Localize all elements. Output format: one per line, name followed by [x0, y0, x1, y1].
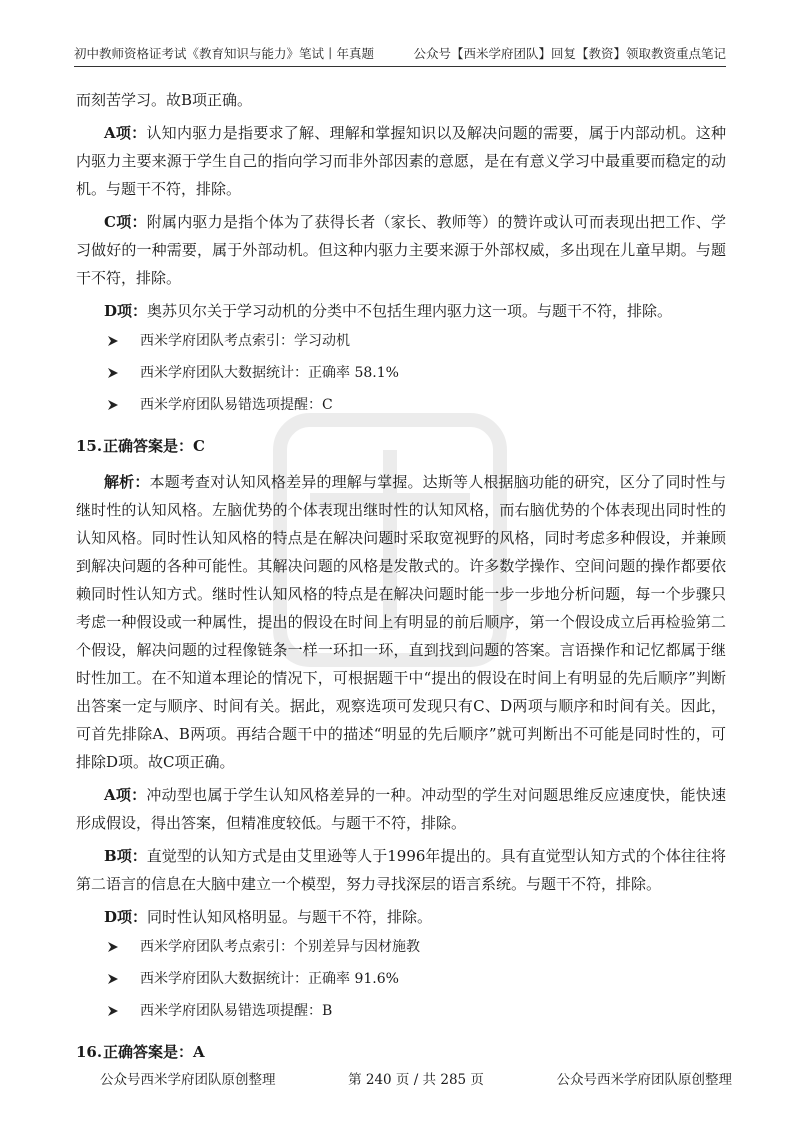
- option-label: D项：: [104, 908, 148, 926]
- bullet-item: [106, 1000, 726, 1022]
- q14-option-d: [76, 297, 726, 325]
- option-text: 同时性认知风格明显。与题干不符，排除。: [147, 908, 433, 926]
- arrow-bullet-icon: [106, 334, 120, 348]
- footer-right: 公众号西米学府团队原创整理: [556, 1072, 732, 1088]
- q15-answer-heading: [76, 434, 726, 458]
- q15-option-d: [76, 903, 726, 931]
- option-label: B项：: [104, 847, 147, 865]
- bullet-text: 西米学府团队考点索引：个别差异与因材施教: [140, 939, 420, 955]
- analysis-label: 解析：: [104, 473, 150, 491]
- bullet-text: 西米学府团队易错选项提醒：C: [140, 397, 333, 413]
- analysis-text: 本题考查对认知风格差异的理解与掌握。达斯等人根据脑功能的研究，区分了同时性与继时性的认知风格。左脑优势的个体表现出继时性的认知风格，而右脑优势的个体表现出同时性的认知风格。同时性认知风格的特点是在解决问题时采取宽视野的风格，同时考虑多种假设，并兼顾到解决问题的各种可能性。其解决问题的风格是发散式的。许多数学操作、空间问题的操作都要依赖同时性认知方式。继时性认知风格的特点是在解决问题时能一步一步地分析问题，每一个步骤只考虑一种假设或一种属性，提出的假设在时间上有明显的前后顺序，第一个假设成立后再检验第二个假设，解决问题的过程像链条一样一环扣一环，直到找到问题的答案。言语操作和记忆都属于继时性加工。在不知道本理论的情况下，可根据题干中“提出的假设在时间上有明显的先后顺序”判断出答案一定与顺序、时间有关。据此，观察选项可发现只有C、D两项与顺序和时间有关。因此，可首先排除A、B两项。再结合题干中的描述“明显的先后顺序”就可判断出不可能是同时性的，可排除D项。故C项正确。: [76, 473, 726, 771]
- arrow-bullet-icon: [106, 366, 120, 380]
- q15-option-a: [76, 781, 726, 837]
- bullet-text: 西米学府团队易错选项提醒：B: [140, 1003, 333, 1019]
- option-text: 认知内驱力是指要求了解、理解和掌握知识以及解决问题的需要，属于内部动机。这种内驱力主要来源于学生自己的指向学习而非外部因素的意愿，是在有意义学习中最重要而稳定的动机。与题干不符，排除。: [76, 124, 726, 198]
- q15-option-b: [76, 842, 726, 898]
- bullet-item: [106, 968, 726, 990]
- bullet-item: [106, 394, 726, 416]
- option-text: 奥苏贝尔关于学习动机的分类中不包括生理内驱力这一项。与题干不符，排除。: [147, 302, 673, 320]
- page-footer: [100, 1068, 732, 1088]
- header-promo: 公众号【西米学府团队】回复【教资】领取教资重点笔记: [413, 46, 726, 61]
- page-number: 第 240 页 / 共 285 页: [348, 1072, 484, 1088]
- bullet-text: 西米学府团队大数据统计：正确率 91.6%: [140, 971, 399, 987]
- question-number: 16.: [76, 1043, 103, 1061]
- q14-option-c: [76, 208, 726, 292]
- page-content: [76, 86, 726, 1074]
- q14-intro: 而刻苦学习。故B项正确。: [76, 91, 253, 109]
- header-title: 初中教师资格证考试《教育知识与能力》笔试丨年真题: [74, 46, 375, 61]
- page-header: [74, 44, 726, 67]
- bullet-text: 西米学府团队考点索引：学习动机: [140, 333, 350, 349]
- option-label: C项：: [104, 213, 147, 231]
- q15-analysis: [76, 468, 726, 776]
- arrow-bullet-icon: [106, 972, 120, 986]
- q14-option-a: [76, 119, 726, 203]
- option-label: A项：: [104, 786, 147, 804]
- footer-left: 公众号西米学府团队原创整理: [100, 1072, 276, 1088]
- option-text: 冲动型也属于学生认知风格差异的一种。冲动型的学生对问题思维反应速度快，能快速形成假设，得出答案，但精准度较低。与题干不符，排除。: [76, 786, 726, 832]
- answer-text: 正确答案是：C: [103, 437, 205, 455]
- bullet-item: [106, 936, 726, 958]
- arrow-bullet-icon: [106, 940, 120, 954]
- option-text: 附属内驱力是指个体为了获得长者（家长、教师等）的赞许或认可而表现出把工作、学习做好的一种需要，属于外部动机。但这种内驱力主要来源于外部权威，多出现在儿童早期。与题干不符，排除。: [76, 213, 726, 287]
- question-number: 15.: [76, 437, 103, 455]
- bullet-item: [106, 330, 726, 352]
- q16-answer-heading: [76, 1040, 726, 1064]
- arrow-bullet-icon: [106, 398, 120, 412]
- arrow-bullet-icon: [106, 1004, 120, 1018]
- bullet-item: [106, 362, 726, 384]
- option-text: 直觉型的认知方式是由艾里逊等人于1996年提出的。具有直觉型认知方式的个体往往将第二语言的信息在大脑中建立一个模型，努力寻找深层的语言系统。与题干不符，排除。: [76, 847, 726, 893]
- option-label: D项：: [104, 302, 148, 320]
- bullet-text: 西米学府团队大数据统计：正确率 58.1%: [140, 365, 399, 381]
- option-label: A项：: [104, 124, 147, 142]
- answer-text: 正确答案是：A: [103, 1043, 205, 1061]
